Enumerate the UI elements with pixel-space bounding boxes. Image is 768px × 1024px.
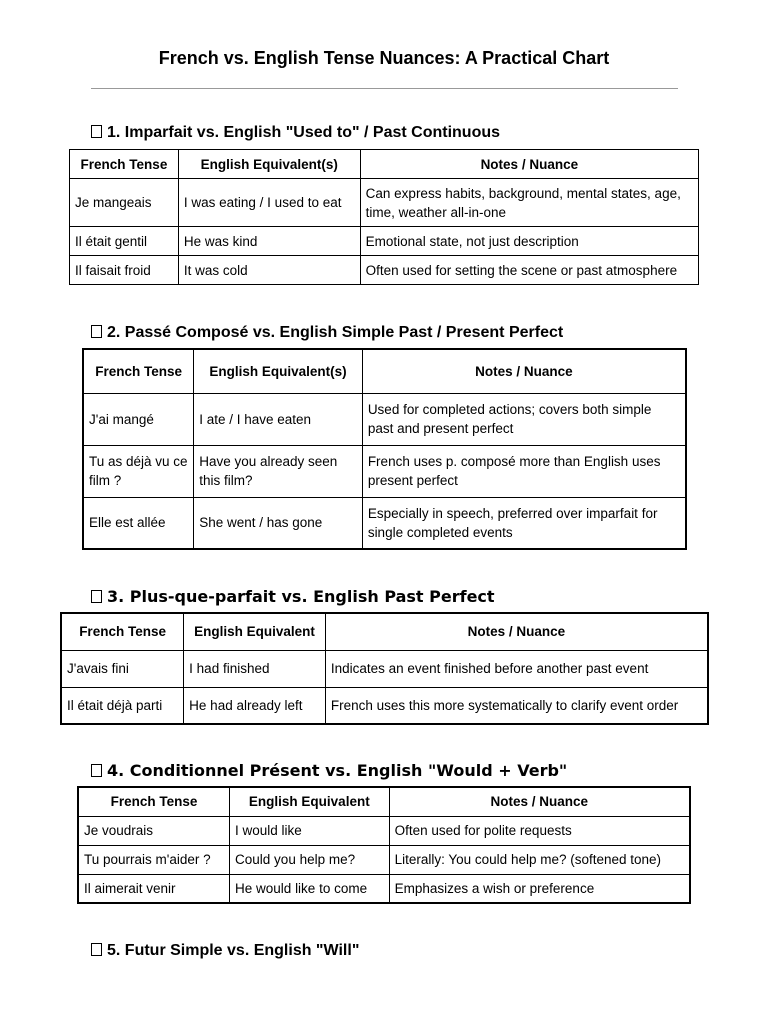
table-cell: Emphasizes a wish or preference xyxy=(389,874,690,903)
table-cell: Il était déjà parti xyxy=(61,687,184,724)
table-cell: Could you help me? xyxy=(230,845,390,874)
section-heading-4: 4. Conditionnel Présent vs. English "Would + Verb" xyxy=(91,761,567,780)
table-cell: J'avais fini xyxy=(61,650,184,687)
table-cell: French uses this more systematically to clarify event order xyxy=(325,687,708,724)
table-cell: He had already left xyxy=(184,687,326,724)
missing-glyph-icon xyxy=(91,590,102,603)
table-cell: He would like to come xyxy=(230,874,390,903)
table-plus-que-parfait xyxy=(60,612,709,725)
table-header-row xyxy=(83,349,686,393)
table-cell: Il était gentil xyxy=(70,227,179,256)
header-cell: French Tense xyxy=(83,349,194,393)
table-cell: French uses p. composé more than English uses present perfect xyxy=(362,445,686,497)
header-cell: French Tense xyxy=(70,150,179,179)
table-cell: Have you already seen this film? xyxy=(194,445,363,497)
table-cell: Il aimerait venir xyxy=(78,874,230,903)
table-cell: J'ai mangé xyxy=(83,393,194,445)
section-heading-2: 2. Passé Composé vs. English Simple Past / Present Perfect xyxy=(91,324,563,342)
missing-glyph-icon xyxy=(91,125,102,138)
table-cell: I would like xyxy=(230,816,390,845)
section-heading-3: 3. Plus-que-parfait vs. English Past Perfect xyxy=(91,587,495,606)
table-row xyxy=(78,845,690,874)
section-heading-1: 1. Imparfait vs. English "Used to" / Past Continuous xyxy=(91,124,500,142)
header-cell: English Equivalent xyxy=(230,787,390,816)
table-header-row xyxy=(70,150,699,179)
section-heading-5: 5. Futur Simple vs. English "Will" xyxy=(91,942,359,960)
table-cell: Elle est allée xyxy=(83,497,194,549)
table-cell: Indicates an event finished before another past event xyxy=(325,650,708,687)
table-cell: Often used for setting the scene or past atmosphere xyxy=(360,256,698,285)
missing-glyph-icon xyxy=(91,943,102,956)
table-cell: Often used for polite requests xyxy=(389,816,690,845)
table-row xyxy=(61,650,708,687)
table-cell: Can express habits, background, mental states, age, time, weather all-in-one xyxy=(360,179,698,227)
table-cell: Used for completed actions; covers both simple past and present perfect xyxy=(362,393,686,445)
header-cell: Notes / Nuance xyxy=(389,787,690,816)
table-cell: Tu as déjà vu ce film ? xyxy=(83,445,194,497)
table-cell: I had finished xyxy=(184,650,326,687)
header-cell: Notes / Nuance xyxy=(325,613,708,650)
table-cell: Il faisait froid xyxy=(70,256,179,285)
header-cell: English Equivalent(s) xyxy=(194,349,363,393)
title-divider xyxy=(91,88,678,89)
header-cell: English Equivalent xyxy=(184,613,326,650)
header-cell: French Tense xyxy=(61,613,184,650)
table-row xyxy=(83,393,686,445)
missing-glyph-icon xyxy=(91,325,102,338)
table-cell: Especially in speech, preferred over imparfait for single completed events xyxy=(362,497,686,549)
table-row xyxy=(83,497,686,549)
table-row xyxy=(78,874,690,903)
table-conditionnel xyxy=(77,786,691,904)
table-cell: Emotional state, not just description xyxy=(360,227,698,256)
table-row xyxy=(78,816,690,845)
table-cell: He was kind xyxy=(178,227,360,256)
table-cell: Tu pourrais m'aider ? xyxy=(78,845,230,874)
table-cell: It was cold xyxy=(178,256,360,285)
missing-glyph-icon xyxy=(91,764,102,777)
header-cell: Notes / Nuance xyxy=(362,349,686,393)
table-row xyxy=(70,179,699,227)
table-header-row xyxy=(78,787,690,816)
header-cell: English Equivalent(s) xyxy=(178,150,360,179)
table-passe-compose xyxy=(82,348,687,550)
table-header-row xyxy=(61,613,708,650)
table-cell: Je voudrais xyxy=(78,816,230,845)
table-cell: Je mangeais xyxy=(70,179,179,227)
header-cell: Notes / Nuance xyxy=(360,150,698,179)
page-title: French vs. English Tense Nuances: A Practical Chart xyxy=(158,48,610,68)
table-row xyxy=(61,687,708,724)
table-cell: I was eating / I used to eat xyxy=(178,179,360,227)
table-row xyxy=(70,227,699,256)
header-cell: French Tense xyxy=(78,787,230,816)
table-cell: Literally: You could help me? (softened tone) xyxy=(389,845,690,874)
table-row xyxy=(83,445,686,497)
table-cell: She went / has gone xyxy=(194,497,363,549)
table-row xyxy=(70,256,699,285)
table-imparfait xyxy=(69,149,699,285)
table-cell: I ate / I have eaten xyxy=(194,393,363,445)
